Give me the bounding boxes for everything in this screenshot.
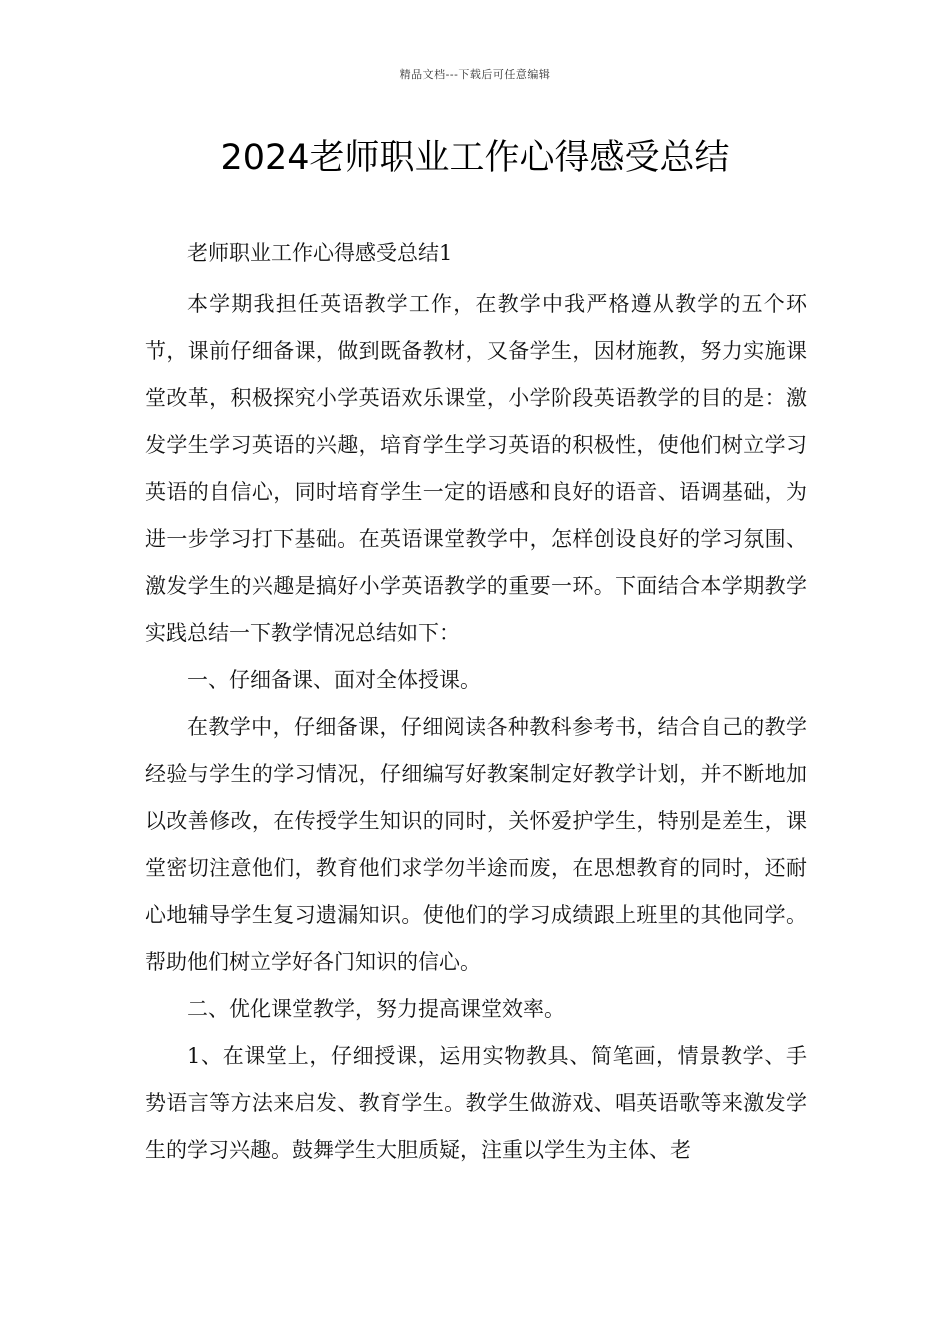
heading-two: 二、优化课堂教学，努力提高课堂效率。: [187, 997, 565, 1021]
document-title: 2024老师职业工作心得感受总结: [220, 138, 730, 178]
paragraph-classroom: 1、在课堂上，仔细授课，运用实物教具、简笔画，情景教学、手势语言等方法来启发、教育学生。教学生做游戏、唱英语歌等来激发学生的学习兴趣。鼓舞学生大胆质疑，注重以学生为主体、老: [145, 1044, 807, 1162]
header-note: 精品文档---下载后可任意编辑: [399, 68, 551, 81]
section-title: 老师职业工作心得感受总结1: [187, 241, 453, 265]
document-body: [145, 230, 807, 1174]
heading-one: 一、仔细备课、面对全体授课。: [187, 668, 481, 692]
paragraph-preparation: 在教学中，仔细备课，仔细阅读各种教科参考书，结合自己的教学经验与学生的学习情况，仔细编写好教案制定好教学计划，并不断地加以改善修改，在传授学生知识的同时，关怀爱护学生，特别是差生，课堂密切注意他们，教育他们求学勿半途而废，在思想教育的同时，还耐心地辅导学生复习遗漏知识。使他们的学习成绩跟上班里的其他同学。帮助他们树立学好各门知识的信心。: [145, 715, 807, 974]
paragraph-intro: 本学期我担任英语教学工作，在教学中我严格遵从教学的五个环节，课前仔细备课，做到既备教材，又备学生，因材施教，努力实施课堂改革，积极探究小学英语欢乐课堂，小学阶段英语教学的目的是：激发学生学习英语的兴趣，培育学生学习英语的积极性，使他们树立学习英语的自信心，同时培育学生一定的语感和良好的语音、语调基础，为进一步学习打下基础。在英语课堂教学中，怎样创设良好的学习氛围、激发学生的兴趣是搞好小学英语教学的重要一环。下面结合本学期教学实践总结一下教学情况总结如下：: [145, 292, 807, 645]
